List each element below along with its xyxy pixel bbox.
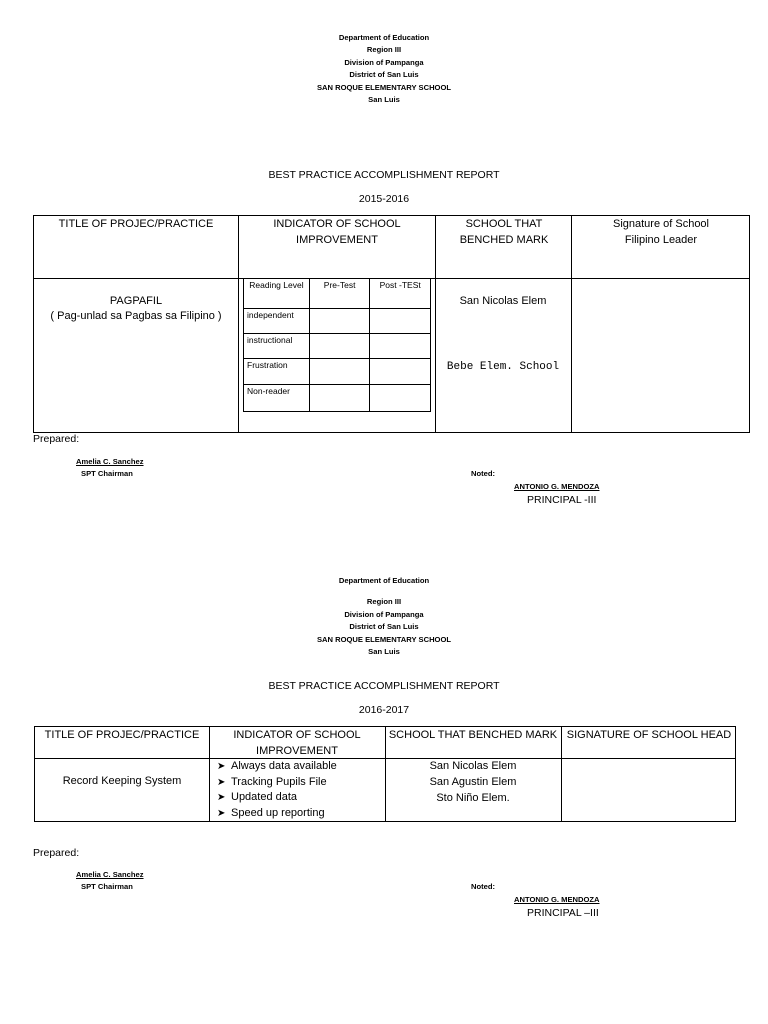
header-line: SAN ROQUE ELEMENTARY SCHOOL bbox=[316, 634, 452, 644]
reading-level-header: Reading Level bbox=[244, 279, 310, 309]
column-header: TITLE OF PROJEC/PRACTICE bbox=[44, 729, 200, 741]
column-header: INDICATOR OF SCHOOL IMPROVEMENT bbox=[273, 218, 401, 246]
pre-test-header: Pre-Test bbox=[309, 279, 370, 309]
noter-role: PRINCIPAL -III bbox=[527, 494, 597, 506]
reading-level-table bbox=[243, 278, 431, 412]
benchmark-school: San Agustin Elem bbox=[429, 776, 517, 788]
arrow-bullet-icon: ➤ bbox=[217, 776, 226, 788]
pre-test-cell bbox=[309, 309, 370, 334]
post-test-cell bbox=[370, 359, 431, 385]
reading-level-row: Frustration bbox=[244, 359, 310, 385]
noted-label: Noted: bbox=[471, 882, 496, 891]
indicator-item bbox=[217, 775, 337, 791]
school-header-2 bbox=[0, 575, 768, 658]
indicator-list bbox=[217, 759, 337, 821]
pre-test-cell bbox=[309, 359, 370, 385]
indicator-item bbox=[217, 759, 337, 775]
header-line: Division of Pampanga bbox=[344, 57, 424, 67]
preparer-role: SPT Chairman bbox=[81, 469, 133, 478]
header-line: Department of Education bbox=[338, 33, 430, 42]
arrow-bullet-icon: ➤ bbox=[217, 792, 226, 804]
report-title-1: BEST PRACTICE ACCOMPLISHMENT REPORT bbox=[268, 169, 500, 181]
indicator-text: Speed up reporting bbox=[231, 806, 325, 819]
column-header: TITLE OF PROJEC/PRACTICE bbox=[58, 218, 214, 230]
noted-label: Noted: bbox=[471, 469, 496, 478]
prepared-label: Prepared: bbox=[33, 847, 80, 859]
preparer-name: Amelia C. Sanchez bbox=[76, 870, 144, 879]
indicator-text: Tracking Pupils File bbox=[231, 775, 327, 788]
pre-test-cell bbox=[309, 385, 370, 412]
header-line: Department of Education bbox=[338, 576, 430, 585]
indicator-item bbox=[217, 790, 337, 806]
report-year-1: 2015-2016 bbox=[358, 193, 410, 205]
column-header: SCHOOL THAT BENCHED MARK bbox=[388, 729, 558, 741]
benchmark-school: San Nicolas Elem bbox=[459, 295, 547, 307]
noter-role: PRINCIPAL –III bbox=[527, 907, 599, 919]
benchmark-school: Sto Niño Elem. bbox=[436, 792, 510, 804]
school-header-1 bbox=[0, 32, 768, 106]
benchmark-school: San Nicolas Elem bbox=[429, 760, 517, 772]
header-line: District of San Luis bbox=[349, 70, 419, 80]
noter-name: ANTONIO G. MENDOZA bbox=[514, 482, 600, 491]
project-description: ( Pag-unlad sa Pagbas sa Filipino ) bbox=[50, 310, 222, 322]
reading-level-row: instructional bbox=[244, 334, 310, 359]
indicator-text: Updated data bbox=[231, 791, 298, 804]
reading-level-row: independent bbox=[244, 309, 310, 334]
header-line: Region III bbox=[366, 597, 402, 607]
arrow-bullet-icon: ➤ bbox=[217, 761, 226, 772]
indicator-item bbox=[217, 806, 337, 822]
report-table-2 bbox=[34, 726, 736, 822]
post-test-cell bbox=[370, 309, 431, 334]
noter-name: ANTONIO G. MENDOZA bbox=[514, 895, 600, 904]
report-year-2: 2016-2017 bbox=[358, 704, 410, 716]
project-name: PAGPAFIL bbox=[109, 295, 163, 307]
column-header: INDICATOR OF SCHOOL IMPROVEMENT bbox=[233, 729, 361, 757]
pre-test-cell bbox=[309, 334, 370, 359]
column-header: SCHOOL THAT BENCHED MARK bbox=[459, 218, 549, 246]
indicator-text: Always data available bbox=[231, 760, 337, 772]
report-title-2: BEST PRACTICE ACCOMPLISHMENT REPORT bbox=[268, 680, 500, 692]
report-table-1 bbox=[33, 215, 750, 433]
preparer-role: SPT Chairman bbox=[81, 882, 133, 891]
header-line: SAN ROQUE ELEMENTARY SCHOOL bbox=[316, 82, 452, 92]
post-test-header: Post -TESt bbox=[370, 279, 431, 309]
post-test-cell bbox=[370, 334, 431, 359]
header-line: District of San Luis bbox=[349, 622, 419, 632]
post-test-cell bbox=[370, 385, 431, 412]
header-line: Region III bbox=[366, 45, 402, 55]
header-line: San Luis bbox=[368, 95, 400, 105]
reading-level-row: Non-reader bbox=[244, 385, 310, 412]
project-name: Record Keeping System bbox=[62, 775, 182, 787]
arrow-bullet-icon: ➤ bbox=[217, 807, 226, 819]
benchmark-school: Bebe Elem. School bbox=[446, 361, 560, 373]
header-line: San Luis bbox=[368, 647, 400, 657]
column-header: Signature of School Filipino Leader bbox=[612, 218, 709, 246]
prepared-label: Prepared: bbox=[33, 433, 80, 445]
column-header: SIGNATURE OF SCHOOL HEAD bbox=[566, 729, 732, 741]
preparer-name: Amelia C. Sanchez bbox=[76, 457, 144, 466]
header-line: Division of Pampanga bbox=[344, 609, 424, 619]
